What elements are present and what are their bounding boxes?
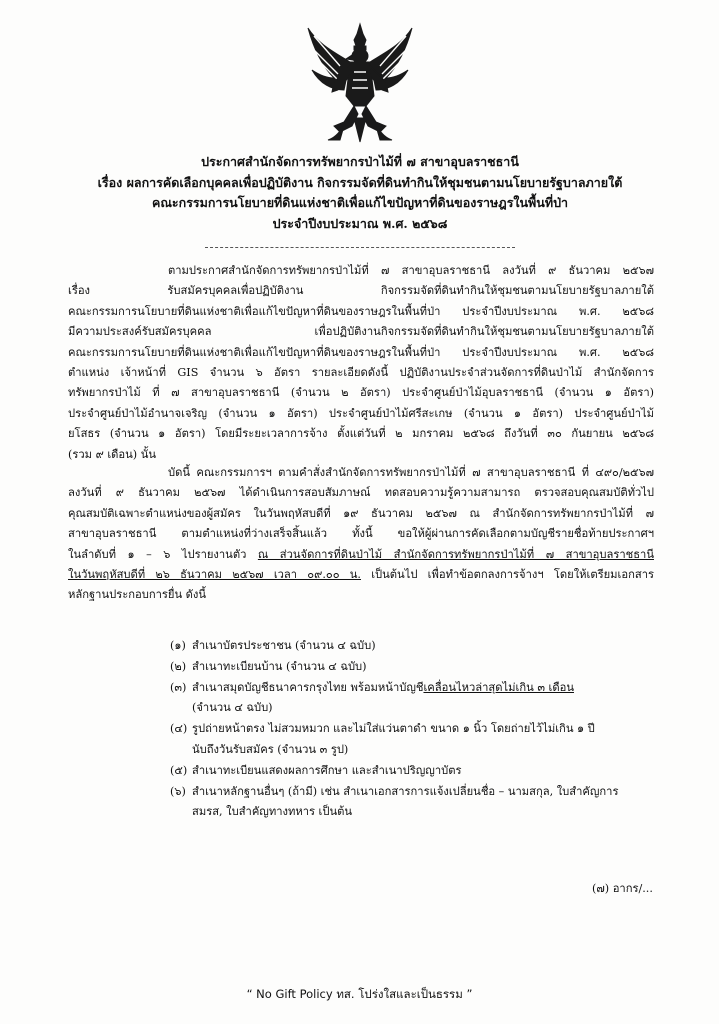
list-item-text-underlined: เคลื่อนไหวล่าสุดไม่เกิน ๓ เดือน (423, 680, 574, 694)
paragraph-1-line: ทรัพยากรป่าไม้ ที่ ๗ สาขาอุบลราชธานี (จำนวน ๒ อัตรา) ประจำศูนย์ป่าไม้อุบลราชธานี (จำนวน ๑ อัตรา) (68, 386, 654, 400)
paragraph-1-line: (รวม ๙ เดือน) นั้น (68, 447, 157, 461)
paragraph-1-line: ยโสธร (จำนวน ๑ อัตรา) โดยมีระยะเวลาการจ้าง ตั้งแต่วันที่ ๒ มกราคม ๒๕๖๘ ถึงวันที่ ๓๐ กันยายน ๒๕๖๘ (68, 427, 654, 441)
paragraph-2-line: คุณสมบัติเฉพาะตำแหน่งของผู้สมัคร ในวันพฤหัสบดีที่ ๑๙ ธันวาคม ๒๕๖๗ ณ สำนักจัดการทรัพยากรป่าไม้ที่ ๗ (68, 506, 654, 520)
list-item (170, 782, 660, 803)
list-item-number: (๔) (170, 722, 188, 736)
report-location: ณ ส่วนจัดการที่ดินป่าไม้ สำนักจัดการทรัพยากรป่าไม้ที่ ๗ สาขาอุบลราชธานี (257, 547, 654, 561)
paragraph-1-line: ประจำศูนย์ป่าไม้อำนาจเจริญ (จำนวน ๑ อัตรา) ประจำศูนย์ป่าไม้ศรีสะเกษ (จำนวน ๑ อัตรา) ประจำศูนย์ป่าไม้ (68, 406, 654, 420)
list-item-number: (๑) (170, 639, 186, 652)
list-item (170, 636, 660, 657)
paragraph-2-line: หลักฐานประกอบการยื่น ดังนี้ (68, 588, 207, 602)
header-fiscal-year: ประจำปีงบประมาณ พ.ศ. ๒๕๖๘ (272, 215, 448, 231)
header-subject-cont: คณะกรรมการนโยบายที่ดินแห่งชาติเพื่อแก้ไขปัญหาที่ดินของราษฎรในพื้นที่ป่า (151, 195, 569, 210)
list-item (170, 719, 660, 740)
garuda-emblem-icon (304, 22, 416, 144)
report-date: ในวันพฤหัสบดีที่ ๒๖ ธันวาคม ๒๕๖๗ เวลา ๐๙.๐๐ น. (68, 567, 361, 581)
list-item-number: (๕) (170, 763, 188, 777)
list-item-text: สำเนาทะเบียนแสดงผลการศึกษา และสำเนาปริญญาบัตร (192, 763, 462, 777)
report-instruction: ในลำดับที่ ๑ – ๖ ไปรายงานตัว (68, 547, 258, 561)
header-divider (205, 247, 515, 248)
list-item-text: สำเนาบัตรประชาชน (จำนวน ๔ ฉบับ) (192, 639, 376, 652)
paragraph-1 (68, 261, 654, 465)
paragraph-2-line: ลงวันที่ ๙ ธันวาคม ๒๕๖๗ ได้ดำเนินการสอบสัมภาษณ์ ทดสอบความรู้ความสามารถ ตรวจสอบคุณสมบัติทั่วไป (68, 486, 654, 500)
paragraph-1-line: ตามประกาศสำนักจัดการทรัพยากรป่าไม้ที่ ๗ สาขาอุบลราชธานี ลงวันที่ ๙ ธันวาคม ๒๕๖๗ (168, 264, 654, 277)
paragraph-2-line (68, 565, 654, 585)
paragraph-1-line: มีความประสงค์รับสมัครบุคคล เพื่อปฏิบัติงานกิจกรรมจัดที่ดินทำกินให้ชุมชนตามนโยบายรัฐบาลภายใต้ (68, 325, 654, 339)
list-item-number: (๒) (170, 659, 187, 673)
list-item-text: สำเนาทะเบียนบ้าน (จำนวน ๔ ฉบับ) (192, 659, 367, 673)
list-item (170, 761, 660, 782)
list-item-text (192, 678, 574, 699)
document-list (170, 636, 660, 823)
list-item-number: (๖) (170, 784, 186, 798)
list-item-number: (๓) (170, 680, 187, 694)
paragraph-1-line: ตำแหน่ง เจ้าหน้าที่ GIS จำนวน ๖ อัตรา รายละเอียดดังนี้ ปฏิบัติงานประจำส่วนจัดการที่ดินป่าไม้ สำนักจัดการ (68, 365, 654, 379)
header-subject: เรื่อง ผลการคัดเลือกบุคคลเพื่อปฏิบัติงาน กิจกรรมจัดที่ดินทำกินให้ชุมชนตามนโยบายรัฐบาลภายใต้ (97, 174, 623, 190)
list-item-text: สำเนาหลักฐานอื่นๆ (ถ้ามี) เช่น สำเนาเอกสารการแจ้งเปลี่ยนชื่อ – นามสกุล, ใบสำคัญการ (192, 784, 619, 798)
paragraph-1-line: เรื่อง รับสมัครบุคคลเพื่อปฏิบัติงาน กิจกรรมจัดที่ดินทำกินให้ชุมชนตามนโยบายรัฐบาลภายใต้ (68, 284, 654, 298)
list-item-text-plain: สำเนาสมุดบัญชีธนาคารกรุงไทย พร้อมหน้าบัญชี (192, 680, 424, 694)
report-instruction-cont: เป็นต้นไป เพื่อทำข้อตกลงการจ้างฯ โดยให้เตรียมเอกสาร (360, 567, 654, 581)
paragraph-1-line: คณะกรรมการนโยบายที่ดินแห่งชาติเพื่อแก้ไขปัญหาที่ดินของราษฎรในพื้นที่ป่า ประจำปีงบประมาณ พ.ศ. ๒๕๖๘ (68, 304, 654, 318)
announcement-header (60, 152, 660, 234)
header-title: ประกาศสำนักจัดการทรัพยากรป่าไม้ที่ ๗ สาขาอุบลราชธานี (201, 154, 519, 169)
list-item-continuation: สมรส, ใบสำคัญทางทหาร เป็นต้น (192, 805, 353, 819)
next-page-marker: (๗) อากร/... (592, 882, 653, 895)
paragraph-2 (68, 463, 654, 606)
paragraph-2-line: บัดนี้ คณะกรรมการฯ ตามคำสั่งสำนักจัดการทรัพยากรป่าไม้ที่ ๗ สาขาอุบลราชธานี ที่ ๔๙๐/๒๕๖๗ (168, 466, 654, 479)
list-item-continuation: (จำนวน ๔ ฉบับ) (192, 701, 273, 715)
list-item (170, 678, 660, 699)
paragraph-2-line (68, 545, 654, 565)
paragraph-1-line: คณะกรรมการนโยบายที่ดินแห่งชาติเพื่อแก้ไขปัญหาที่ดินของราษฎรในพื้นที่ป่า ประจำปีงบประมาณ พ.ศ. ๒๕๖๘ (68, 345, 654, 359)
list-item-continuation: นับถึงวันรับสมัคร (จำนวน ๓ รูป) (192, 742, 349, 756)
paragraph-2-line: สาขาอุบลราชธานี ตามตำแหน่งที่ว่างเสร็จสิ้นแล้ว ทั้งนี้ ขอให้ผู้ผ่านการคัดเลือกตามบัญชีรายชื่อท้ายประกาศฯ (68, 527, 654, 541)
list-item-text: รูปถ่ายหน้าตรง ไม่สวมหมวก และไม่ใส่แว่นตาดำ ขนาด ๑ นิ้ว โดยถ่ายไว้ไม่เกิน ๑ ปี (192, 722, 595, 736)
footer-slogan: “ No Gift Policy ทส. โปร่งใสและเป็นธรรม ” (246, 987, 473, 1001)
list-item (170, 657, 660, 678)
